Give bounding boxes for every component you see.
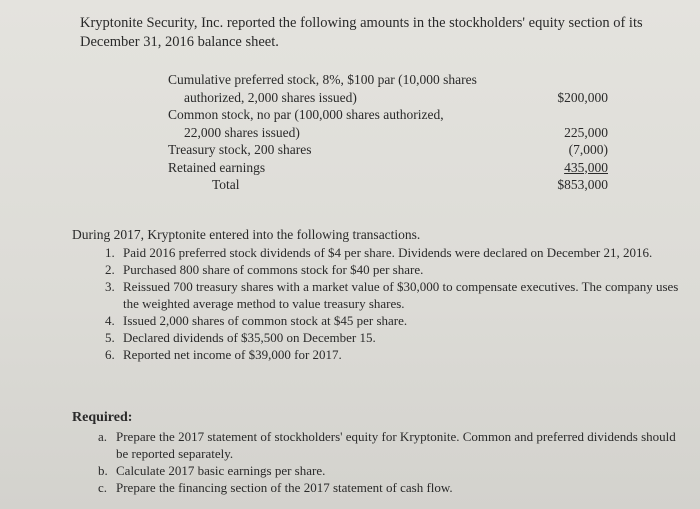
transaction-item-number: 6. bbox=[105, 347, 115, 362]
equity-row-amount: 435,000 bbox=[564, 159, 608, 175]
equity-row-label: Cumulative preferred stock, 8%, $100 par (10,000 shares bbox=[168, 72, 477, 87]
transaction-item-text: Reissued 700 treasury shares with a market value of $30,000 to compensate executives. The company uses the weighted average method to value treasury shares. bbox=[123, 279, 679, 311]
equity-row-label: Common stock, no par (100,000 shares authorized, bbox=[168, 107, 444, 122]
transaction-item bbox=[105, 244, 685, 261]
required-heading: Required: bbox=[72, 410, 133, 425]
equity-row-label: Treasury stock, 200 shares bbox=[168, 142, 312, 157]
required-item-number: b. bbox=[98, 463, 108, 478]
required-item bbox=[98, 462, 678, 479]
transaction-item-text: Paid 2016 preferred stock dividends of $4 per share. Dividends were declared on December 21, 2016. bbox=[123, 245, 653, 260]
transaction-item-number: 4. bbox=[105, 313, 115, 328]
equity-row bbox=[168, 160, 608, 178]
equity-row-label: Retained earnings bbox=[168, 159, 266, 175]
required-item-number: c. bbox=[98, 480, 108, 495]
required-list bbox=[98, 428, 678, 496]
equity-row-amount: (7,000) bbox=[568, 142, 608, 157]
transaction-item-number: 2. bbox=[105, 262, 115, 277]
transaction-item bbox=[105, 278, 685, 312]
transaction-item bbox=[105, 312, 685, 329]
transaction-item-number: 3. bbox=[105, 279, 115, 294]
equity-row-label: 22,000 shares issued) bbox=[184, 124, 300, 140]
equity-row-amount: $853,000 bbox=[557, 177, 608, 192]
transaction-item bbox=[105, 329, 685, 346]
required-item-text: Prepare the financing section of the 2017 statement of cash flow. bbox=[116, 480, 453, 495]
equity-row bbox=[168, 125, 608, 143]
required-item bbox=[98, 479, 678, 496]
equity-row bbox=[168, 142, 608, 160]
equity-row-amount: $200,000 bbox=[557, 89, 608, 105]
transaction-item bbox=[105, 346, 685, 363]
equity-section-table bbox=[168, 72, 608, 195]
equity-row-label: Total bbox=[212, 177, 240, 192]
transaction-item-number: 5. bbox=[105, 330, 115, 345]
equity-row bbox=[168, 107, 608, 125]
required-item bbox=[98, 428, 678, 462]
equity-row bbox=[168, 90, 608, 108]
equity-row bbox=[168, 72, 608, 90]
equity-row-amount: 225,000 bbox=[564, 124, 608, 140]
transaction-item-text: Declared dividends of $35,500 on December 15. bbox=[123, 330, 376, 345]
transaction-list bbox=[105, 244, 685, 363]
required-item-text: Calculate 2017 basic earnings per share. bbox=[116, 463, 326, 478]
equity-row bbox=[168, 177, 608, 195]
required-item-number: a. bbox=[98, 429, 108, 444]
transaction-item-number: 1. bbox=[105, 245, 115, 260]
equity-row-label: authorized, 2,000 shares issued) bbox=[184, 89, 357, 105]
transaction-item-text: Issued 2,000 shares of common stock at $45 per share. bbox=[123, 313, 408, 328]
intro-paragraph: Kryptonite Security, Inc. reported the following amounts in the stockholders' equity section of its December 31, 2016 balance sheet. bbox=[80, 15, 643, 50]
required-item-text: Prepare the 2017 statement of stockholders' equity for Kryptonite. Common and preferred dividends should be reported separately. bbox=[116, 429, 676, 461]
transaction-item-text: Purchased 800 share of commons stock for $40 per share. bbox=[123, 262, 424, 277]
transaction-item-text: Reported net income of $39,000 for 2017. bbox=[123, 347, 342, 362]
transactions-intro: During 2017, Kryptonite entered into the following transactions. bbox=[72, 227, 421, 242]
transaction-item bbox=[105, 261, 685, 278]
